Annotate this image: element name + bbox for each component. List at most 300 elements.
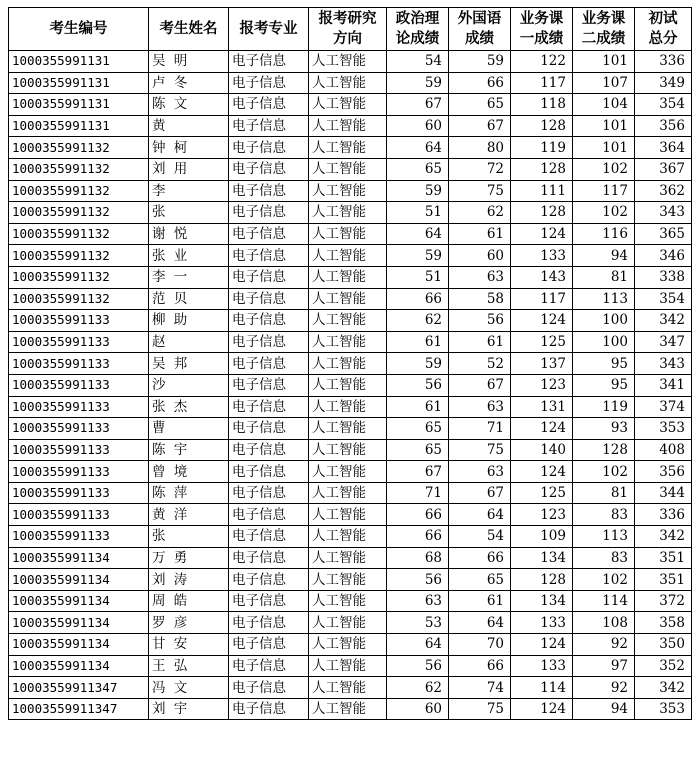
cell-direction: 人工智能 [309,547,387,569]
cell-course-1: 128 [511,158,573,180]
cell-course-1: 109 [511,526,573,548]
header-course-2: 业务课 二成绩 [573,8,635,51]
cell-course-1: 124 [511,418,573,440]
cell-course-1: 131 [511,396,573,418]
cell-major: 电子信息 [229,266,309,288]
cell-exam-id: 1000355991133 [9,374,149,396]
header-foreign-language: 外国语 成绩 [449,8,511,51]
cell-course-2: 101 [573,115,635,137]
cell-foreign-language: 75 [449,439,511,461]
cell-total: 342 [635,526,692,548]
header-course-1: 业务课 一成绩 [511,8,573,51]
cell-major: 电子信息 [229,547,309,569]
cell-foreign-language: 63 [449,266,511,288]
cell-foreign-language: 52 [449,353,511,375]
cell-politics: 62 [387,677,449,699]
cell-total: 336 [635,504,692,526]
cell-total: 352 [635,655,692,677]
cell-politics: 61 [387,331,449,353]
cell-name: 柳 助 [149,310,229,332]
cell-total: 343 [635,353,692,375]
cell-politics: 59 [387,353,449,375]
cell-total: 341 [635,374,692,396]
cell-foreign-language: 72 [449,158,511,180]
table-row [9,698,692,720]
cell-exam-id: 1000355991132 [9,180,149,202]
cell-politics: 60 [387,115,449,137]
cell-major: 电子信息 [229,72,309,94]
cell-foreign-language: 60 [449,245,511,267]
cell-course-1: 128 [511,202,573,224]
cell-course-2: 107 [573,72,635,94]
cell-course-2: 102 [573,569,635,591]
cell-name: 李 一 [149,266,229,288]
cell-course-1: 140 [511,439,573,461]
cell-major: 电子信息 [229,439,309,461]
cell-direction: 人工智能 [309,288,387,310]
cell-course-1: 124 [511,634,573,656]
cell-foreign-language: 66 [449,655,511,677]
cell-exam-id: 1000355991133 [9,526,149,548]
cell-major: 电子信息 [229,396,309,418]
cell-name: 李 [149,180,229,202]
cell-course-2: 100 [573,331,635,353]
cell-politics: 64 [387,137,449,159]
cell-politics: 54 [387,51,449,73]
cell-total: 351 [635,569,692,591]
cell-course-2: 101 [573,137,635,159]
cell-direction: 人工智能 [309,115,387,137]
cell-direction: 人工智能 [309,51,387,73]
cell-direction: 人工智能 [309,180,387,202]
cell-politics: 65 [387,158,449,180]
cell-foreign-language: 67 [449,374,511,396]
cell-major: 电子信息 [229,115,309,137]
cell-politics: 67 [387,94,449,116]
cell-course-1: 124 [511,310,573,332]
cell-exam-id: 10003559911347 [9,698,149,720]
cell-politics: 53 [387,612,449,634]
cell-foreign-language: 75 [449,698,511,720]
cell-foreign-language: 64 [449,612,511,634]
table-row [9,137,692,159]
cell-name: 赵 [149,331,229,353]
cell-course-1: 111 [511,180,573,202]
cell-name: 刘 涛 [149,569,229,591]
cell-course-1: 125 [511,482,573,504]
cell-exam-id: 1000355991132 [9,158,149,180]
cell-direction: 人工智能 [309,698,387,720]
cell-direction: 人工智能 [309,461,387,483]
cell-exam-id: 1000355991133 [9,504,149,526]
header-total: 初试 总分 [635,8,692,51]
cell-name: 张 [149,202,229,224]
cell-exam-id: 1000355991131 [9,94,149,116]
cell-course-2: 108 [573,612,635,634]
cell-course-2: 102 [573,202,635,224]
table-row [9,266,692,288]
cell-total: 343 [635,202,692,224]
cell-foreign-language: 65 [449,569,511,591]
cell-exam-id: 1000355991131 [9,72,149,94]
cell-course-2: 113 [573,526,635,548]
cell-politics: 64 [387,223,449,245]
cell-exam-id: 1000355991132 [9,202,149,224]
cell-politics: 61 [387,396,449,418]
cell-course-2: 92 [573,677,635,699]
cell-exam-id: 1000355991131 [9,115,149,137]
cell-exam-id: 1000355991132 [9,223,149,245]
cell-politics: 51 [387,266,449,288]
cell-course-1: 124 [511,223,573,245]
cell-total: 338 [635,266,692,288]
cell-name: 陈 萍 [149,482,229,504]
cell-course-1: 114 [511,677,573,699]
header-major: 报考专业 [229,8,309,51]
cell-total: 365 [635,223,692,245]
cell-name: 范 贝 [149,288,229,310]
cell-exam-id: 1000355991134 [9,634,149,656]
cell-politics: 65 [387,439,449,461]
cell-exam-id: 1000355991133 [9,310,149,332]
cell-name: 吴 邦 [149,353,229,375]
cell-politics: 64 [387,634,449,656]
header-exam-id: 考生编号 [9,8,149,51]
table-row [9,94,692,116]
cell-name: 张 杰 [149,396,229,418]
cell-name: 曹 [149,418,229,440]
cell-major: 电子信息 [229,223,309,245]
cell-major: 电子信息 [229,482,309,504]
cell-major: 电子信息 [229,461,309,483]
cell-total: 374 [635,396,692,418]
cell-politics: 63 [387,590,449,612]
cell-course-1: 133 [511,655,573,677]
cell-foreign-language: 63 [449,396,511,418]
cell-name: 谢 悦 [149,223,229,245]
cell-name: 万 勇 [149,547,229,569]
cell-total: 346 [635,245,692,267]
cell-direction: 人工智能 [309,634,387,656]
cell-direction: 人工智能 [309,677,387,699]
cell-politics: 71 [387,482,449,504]
cell-course-1: 137 [511,353,573,375]
cell-politics: 66 [387,526,449,548]
cell-foreign-language: 61 [449,590,511,612]
cell-name: 陈 宇 [149,439,229,461]
table-row [9,590,692,612]
cell-direction: 人工智能 [309,655,387,677]
cell-direction: 人工智能 [309,590,387,612]
cell-exam-id: 1000355991133 [9,418,149,440]
cell-foreign-language: 66 [449,547,511,569]
table-row [9,72,692,94]
cell-course-1: 133 [511,245,573,267]
cell-exam-id: 1000355991132 [9,266,149,288]
cell-total: 342 [635,310,692,332]
cell-major: 电子信息 [229,158,309,180]
cell-exam-id: 1000355991133 [9,482,149,504]
cell-direction: 人工智能 [309,310,387,332]
cell-course-1: 128 [511,569,573,591]
cell-major: 电子信息 [229,526,309,548]
cell-total: 356 [635,115,692,137]
cell-exam-id: 1000355991134 [9,612,149,634]
cell-foreign-language: 66 [449,72,511,94]
cell-direction: 人工智能 [309,202,387,224]
cell-politics: 56 [387,569,449,591]
cell-major: 电子信息 [229,634,309,656]
cell-total: 344 [635,482,692,504]
cell-name: 黄 洋 [149,504,229,526]
cell-foreign-language: 64 [449,504,511,526]
cell-course-1: 124 [511,698,573,720]
table-row [9,504,692,526]
cell-major: 电子信息 [229,655,309,677]
cell-politics: 62 [387,310,449,332]
cell-exam-id: 1000355991133 [9,353,149,375]
cell-politics: 59 [387,72,449,94]
table-row [9,115,692,137]
cell-exam-id: 1000355991133 [9,396,149,418]
cell-course-2: 92 [573,634,635,656]
cell-total: 351 [635,547,692,569]
cell-foreign-language: 67 [449,115,511,137]
cell-name: 刘 宇 [149,698,229,720]
cell-major: 电子信息 [229,612,309,634]
cell-course-1: 133 [511,612,573,634]
cell-direction: 人工智能 [309,223,387,245]
cell-name: 沙 [149,374,229,396]
cell-foreign-language: 61 [449,223,511,245]
cell-course-1: 117 [511,72,573,94]
cell-major: 电子信息 [229,202,309,224]
cell-total: 349 [635,72,692,94]
cell-exam-id: 1000355991132 [9,137,149,159]
cell-major: 电子信息 [229,569,309,591]
table-row [9,569,692,591]
cell-exam-id: 1000355991134 [9,569,149,591]
cell-major: 电子信息 [229,698,309,720]
cell-course-2: 117 [573,180,635,202]
cell-major: 电子信息 [229,331,309,353]
cell-course-2: 128 [573,439,635,461]
cell-exam-id: 1000355991133 [9,439,149,461]
cell-course-1: 123 [511,504,573,526]
cell-course-1: 134 [511,590,573,612]
table-body [9,51,692,720]
cell-name: 钟 柯 [149,137,229,159]
cell-major: 电子信息 [229,245,309,267]
score-table [8,7,692,720]
cell-major: 电子信息 [229,288,309,310]
table-row [9,158,692,180]
cell-exam-id: 1000355991132 [9,245,149,267]
cell-foreign-language: 80 [449,137,511,159]
cell-course-2: 93 [573,418,635,440]
header-direction: 报考研究 方向 [309,8,387,51]
cell-direction: 人工智能 [309,266,387,288]
cell-direction: 人工智能 [309,331,387,353]
cell-politics: 65 [387,418,449,440]
cell-politics: 66 [387,504,449,526]
cell-direction: 人工智能 [309,158,387,180]
cell-name: 王 弘 [149,655,229,677]
cell-total: 353 [635,418,692,440]
table-row [9,245,692,267]
cell-major: 电子信息 [229,677,309,699]
cell-politics: 56 [387,655,449,677]
cell-course-2: 95 [573,374,635,396]
cell-course-1: 117 [511,288,573,310]
cell-direction: 人工智能 [309,374,387,396]
cell-direction: 人工智能 [309,94,387,116]
cell-direction: 人工智能 [309,353,387,375]
cell-direction: 人工智能 [309,569,387,591]
table-row [9,418,692,440]
cell-course-2: 116 [573,223,635,245]
cell-course-2: 81 [573,482,635,504]
cell-foreign-language: 70 [449,634,511,656]
cell-name: 卢 冬 [149,72,229,94]
cell-major: 电子信息 [229,504,309,526]
cell-direction: 人工智能 [309,439,387,461]
cell-name: 张 业 [149,245,229,267]
cell-total: 364 [635,137,692,159]
cell-major: 电子信息 [229,590,309,612]
table-row [9,461,692,483]
cell-course-2: 94 [573,245,635,267]
table-row [9,677,692,699]
cell-course-2: 83 [573,547,635,569]
cell-name: 曾 境 [149,461,229,483]
cell-major: 电子信息 [229,94,309,116]
table-row [9,202,692,224]
cell-foreign-language: 59 [449,51,511,73]
cell-foreign-language: 63 [449,461,511,483]
cell-total: 408 [635,439,692,461]
cell-name: 冯 文 [149,677,229,699]
cell-total: 347 [635,331,692,353]
cell-politics: 56 [387,374,449,396]
table-row [9,482,692,504]
cell-exam-id: 1000355991134 [9,655,149,677]
cell-direction: 人工智能 [309,245,387,267]
cell-course-2: 81 [573,266,635,288]
cell-direction: 人工智能 [309,418,387,440]
cell-course-1: 134 [511,547,573,569]
table-row [9,288,692,310]
cell-direction: 人工智能 [309,526,387,548]
cell-direction: 人工智能 [309,504,387,526]
table-row [9,612,692,634]
cell-major: 电子信息 [229,374,309,396]
cell-course-1: 143 [511,266,573,288]
cell-name: 张 [149,526,229,548]
cell-course-2: 97 [573,655,635,677]
cell-foreign-language: 58 [449,288,511,310]
cell-name: 周 皓 [149,590,229,612]
table-row [9,634,692,656]
cell-name: 吴 明 [149,51,229,73]
table-row [9,310,692,332]
cell-politics: 59 [387,180,449,202]
cell-course-1: 123 [511,374,573,396]
table-row [9,374,692,396]
table-row [9,51,692,73]
table-row [9,655,692,677]
cell-course-2: 113 [573,288,635,310]
cell-course-2: 102 [573,158,635,180]
cell-name: 甘 安 [149,634,229,656]
table-row [9,439,692,461]
table-row [9,353,692,375]
cell-politics: 60 [387,698,449,720]
cell-total: 336 [635,51,692,73]
cell-course-2: 83 [573,504,635,526]
cell-total: 358 [635,612,692,634]
cell-total: 362 [635,180,692,202]
cell-politics: 67 [387,461,449,483]
table-row [9,331,692,353]
cell-politics: 51 [387,202,449,224]
cell-total: 353 [635,698,692,720]
cell-major: 电子信息 [229,51,309,73]
cell-direction: 人工智能 [309,137,387,159]
cell-course-2: 102 [573,461,635,483]
cell-exam-id: 1000355991131 [9,51,149,73]
cell-exam-id: 1000355991134 [9,590,149,612]
cell-direction: 人工智能 [309,396,387,418]
cell-foreign-language: 56 [449,310,511,332]
cell-course-2: 100 [573,310,635,332]
table-row [9,180,692,202]
cell-total: 356 [635,461,692,483]
cell-name: 黄 [149,115,229,137]
cell-course-2: 101 [573,51,635,73]
cell-direction: 人工智能 [309,612,387,634]
cell-course-2: 119 [573,396,635,418]
table-row [9,223,692,245]
cell-total: 354 [635,288,692,310]
cell-exam-id: 1000355991133 [9,461,149,483]
cell-course-1: 122 [511,51,573,73]
header-row [9,8,692,51]
cell-total: 372 [635,590,692,612]
cell-major: 电子信息 [229,418,309,440]
cell-course-2: 95 [573,353,635,375]
cell-major: 电子信息 [229,353,309,375]
cell-foreign-language: 62 [449,202,511,224]
cell-name: 陈 文 [149,94,229,116]
cell-major: 电子信息 [229,180,309,202]
cell-exam-id: 10003559911347 [9,677,149,699]
cell-foreign-language: 75 [449,180,511,202]
cell-politics: 59 [387,245,449,267]
cell-foreign-language: 74 [449,677,511,699]
cell-foreign-language: 65 [449,94,511,116]
table-row [9,396,692,418]
cell-course-1: 119 [511,137,573,159]
table-row [9,526,692,548]
cell-exam-id: 1000355991132 [9,288,149,310]
table-row [9,547,692,569]
cell-course-2: 94 [573,698,635,720]
cell-foreign-language: 71 [449,418,511,440]
cell-total: 342 [635,677,692,699]
cell-course-2: 114 [573,590,635,612]
cell-total: 354 [635,94,692,116]
